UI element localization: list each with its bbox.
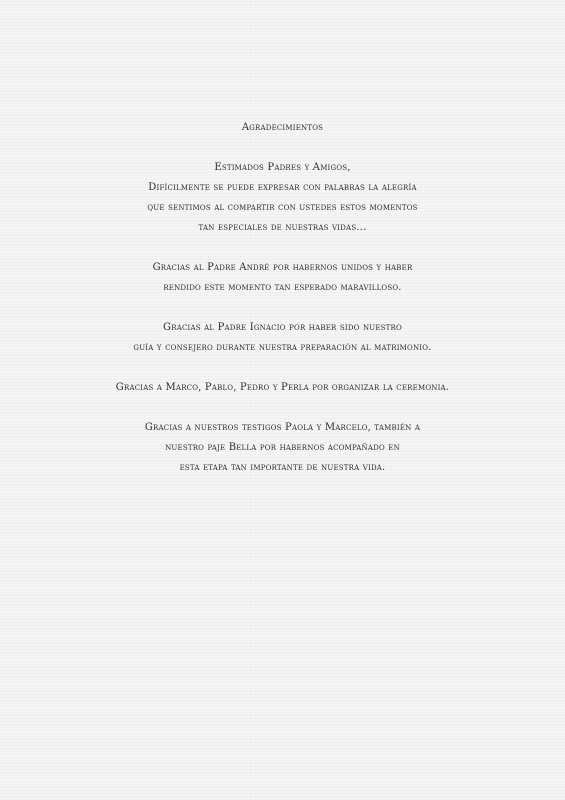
- paragraph-padre-andre: [0, 258, 565, 298]
- text-line: esta etapa tan importante de nuestra vida.: [179, 462, 386, 473]
- paragraph-greeting: [0, 158, 565, 238]
- text-line: que sentimos al compartir con ustedes estos momentos: [147, 202, 418, 213]
- text-line: Gracias al Padre André por habernos unidos y haber: [152, 262, 413, 273]
- text-line: Gracias a nuestros testigos Paola y Marcelo, también a: [144, 422, 421, 433]
- paragraph-witnesses: [0, 418, 565, 478]
- text-line: Estimados Padres y Amigos,: [214, 162, 351, 173]
- paragraph-ceremony-organizers: [0, 378, 565, 398]
- text-line: guía y consejero durante nuestra preparación al matrimonio.: [133, 342, 432, 353]
- text-line: Gracias al Padre Ignacio por haber sido nuestro: [163, 322, 402, 333]
- text-line: tan especiales de nuestras vidas...: [198, 222, 367, 233]
- card-title: Agradecimientos: [241, 122, 324, 133]
- text-line: rendido este momento tan esperado maravilloso.: [163, 282, 402, 293]
- text-line: Gracias a Marco, Pablo, Pedro y Perla por organizar la ceremonia.: [115, 382, 450, 393]
- text-line: Difícilmente se puede expresar con palabras la alegría: [148, 182, 417, 193]
- text-line: nuestro paje Bella por habernos acompañado en: [165, 442, 400, 453]
- paragraph-padre-ignacio: [0, 318, 565, 358]
